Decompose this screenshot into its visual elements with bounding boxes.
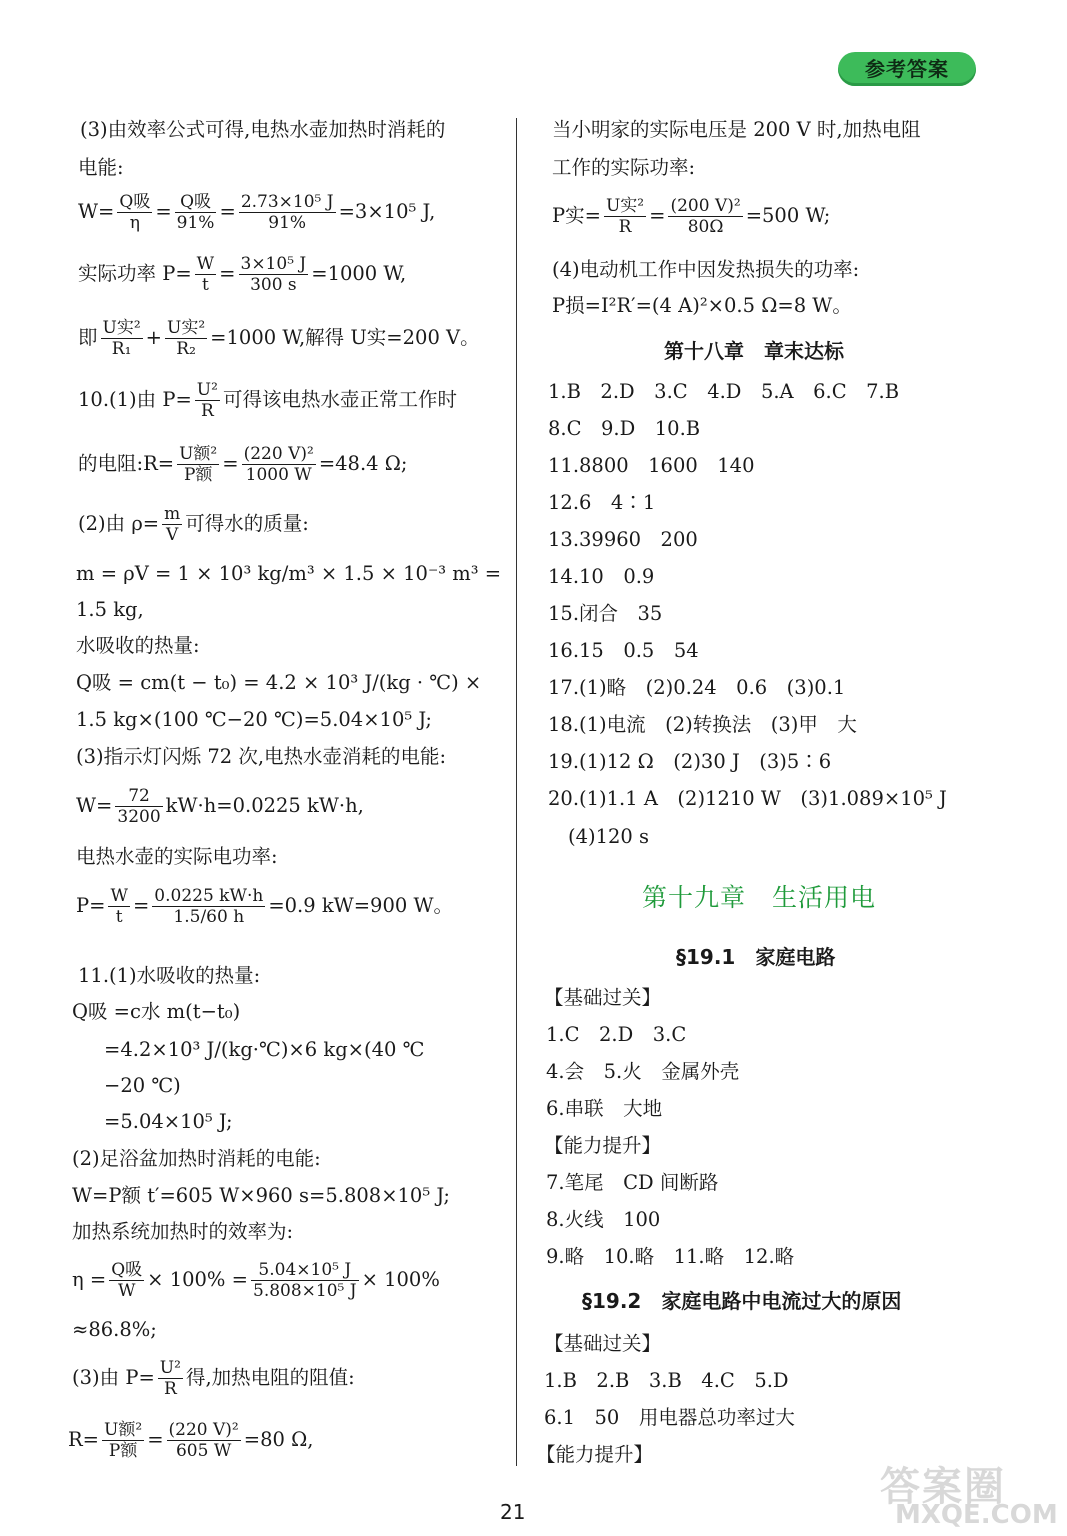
text-line: 11.(1)水吸收的热量: <box>78 964 261 987</box>
text-line: Q吸 = cm(t − t₀) = 4.2 × 10³ J/(kg · ℃) × <box>76 671 482 694</box>
chapter-title: 第十九章 生活用电 <box>642 883 877 912</box>
text-line: ≈86.8%; <box>72 1318 157 1341</box>
answer-line: (4)120 s <box>568 825 650 848</box>
text-line: Q吸 =c水 m(t−t₀) <box>72 1000 241 1023</box>
text-line: (2)足浴盆加热时消耗的电能: <box>72 1147 321 1170</box>
text-line: (4)电动机工作中因发热损失的功率: <box>552 258 860 281</box>
answer-line: 14.10 0.9 <box>548 565 655 588</box>
answer-line: 16.15 0.5 54 <box>548 639 699 662</box>
subsection-label: 【能力提升】 <box>544 1134 662 1157</box>
subsection-label: 【能力提升】 <box>536 1443 654 1466</box>
text-line: =5.04×10⁵ J; <box>104 1110 233 1133</box>
formula-line: 实际功率 P= $\frac{W}{t}$ = $\frac{\text{3×10⁵ J}}{300 s}$ =1000 W, <box>78 254 407 295</box>
text-line: 1.5 kg, <box>76 598 144 621</box>
text-line: 1.5 kg×(100 ℃−20 ℃)=5.04×10⁵ J; <box>76 708 432 731</box>
answer-line: 6.串联 大地 <box>546 1097 663 1120</box>
section-heading: §19.2 家庭电路中电流过大的原因 <box>582 1289 902 1313</box>
formula-line: (3)由 P= $\frac{\text{U²}}{R}$ 得,加热电阻的阻值: <box>72 1358 355 1399</box>
text-line: m = ρV = 1 × 10³ kg/m³ × 1.5 × 10⁻³ m³ = <box>76 562 502 585</box>
answer-line: 12.6 4∶1 <box>548 491 656 514</box>
answer-line: 13.39960 200 <box>548 528 698 551</box>
formula-line: W= $\frac{\text{Q吸}}{\eta}$ = $\frac{\text{Q吸}}{91\%}$ = $\frac{\text{2.73×10⁵ J}}{91\%}$ =3×10⁵ J, <box>78 192 436 233</box>
answer-line: 1.B 2.D 3.C 4.D 5.A 6.C 7.B <box>548 380 900 403</box>
answer-line: 11.8800 1600 140 <box>548 454 755 477</box>
text-line: 水吸收的热量: <box>76 634 200 657</box>
answer-line: 8.C 9.D 10.B <box>548 417 701 440</box>
answer-line: 1.B 2.B 3.B 4.C 5.D <box>544 1369 789 1392</box>
subsection-label: 【基础过关】 <box>544 986 662 1009</box>
answer-line: 4.会 5.火 金属外壳 <box>546 1060 740 1083</box>
formula-line: 即 $\frac{\text{U实²}}{\text{R₁}}$ + $\frac{\text{U实²}}{\text{R₂}}$ =1000 W,解得 U实=200 V。 <box>78 318 480 359</box>
answer-line: 20.(1)1.1 A (2)1210 W (3)1.089×10⁵ J <box>548 787 947 810</box>
text-line: −20 ℃) <box>104 1074 181 1097</box>
section-heading: 第十八章 章末达标 <box>664 339 844 363</box>
text-line: W=P额 t′=605 W×960 s=5.808×10⁵ J; <box>72 1184 450 1207</box>
text-line: P损=I²R′=(4 A)²×0.5 Ω=8 W。 <box>552 294 852 317</box>
formula-line: W= $\frac{72}{3200}$ kW·h=0.0225 kW·h, <box>76 786 364 827</box>
text-line: 电能: <box>78 156 124 179</box>
answer-line: 17.(1)略 (2)0.24 0.6 (3)0.1 <box>548 676 846 699</box>
section-heading: §19.1 家庭电路 <box>676 945 836 969</box>
text-line: 电热水壶的实际电功率: <box>76 845 278 868</box>
answer-key-badge: 参考答案 <box>838 52 976 86</box>
answer-line: 6.1 50 用电器总功率过大 <box>544 1406 795 1429</box>
watermark-url: MXQE.COM <box>895 1500 1058 1530</box>
formula-line: R= $\frac{\text{U额²}}{\text{P额}}$ = $\frac{\text{(220 V)²}}{605 W}$ =80 Ω, <box>68 1420 314 1461</box>
answer-line: 18.(1)电流 (2)转换法 (3)甲 大 <box>548 713 857 736</box>
text-line: =4.2×10³ J/(kg·℃)×6 kg×(40 ℃ <box>104 1038 425 1061</box>
text-line: 工作的实际功率: <box>552 156 696 179</box>
formula-line: (2)由 ρ= $\frac{m}{V}$ 可得水的质量: <box>78 504 309 545</box>
column-divider <box>516 118 517 1466</box>
formula-line: P= $\frac{W}{t}$ = $\frac{0.0225 kW\cdot h}{1.5/60 h}$ =0.9 kW=900 W。 <box>76 886 454 927</box>
answer-line: 9.略 10.略 11.略 12.略 <box>546 1245 795 1268</box>
answer-line: 19.(1)12 Ω (2)30 J (3)5∶6 <box>548 750 832 773</box>
answer-line: 15.闭合 35 <box>548 602 663 625</box>
answer-line: 8.火线 100 <box>546 1208 661 1231</box>
text-line: 当小明家的实际电压是 200 V 时,加热电阻 <box>552 118 921 141</box>
formula-line: η = $\frac{\text{Q吸}}{W}$ × 100% = $\frac{\text{5.04×10⁵ J}}{\text{5.808×10⁵ J}}$ × 100% <box>72 1260 440 1301</box>
formula-line: P实= $\frac{\text{U实²}}{R}$ = $\frac{\text{(200 V)²}}{80\Omega}$ =500 W; <box>552 196 831 237</box>
text-line: (3)指示灯闪烁 72 次,电热水壶消耗的电能: <box>76 745 447 768</box>
text-line: 加热系统加热时的效率为: <box>72 1220 294 1243</box>
watermark-logo: 答案圈 <box>880 1464 1006 1510</box>
formula-line: 的电阻:R= $\frac{\text{U额²}}{\text{P额}}$ = $\frac{\text{(220 V)²}}{1000 W}$ =48.4 Ω; <box>78 444 408 485</box>
formula-line: 10.(1)由 P= $\frac{\text{U²}}{R}$ 可得该电热水壶正常工作时 <box>78 380 457 421</box>
subsection-label: 【基础过关】 <box>544 1332 662 1355</box>
page-number: 21 <box>500 1500 526 1524</box>
answer-line: 7.笔尾 CD 间断路 <box>546 1171 719 1194</box>
text-line: (3)由效率公式可得,电热水壶加热时消耗的 <box>80 118 446 141</box>
answer-line: 1.C 2.D 3.C <box>546 1023 687 1046</box>
